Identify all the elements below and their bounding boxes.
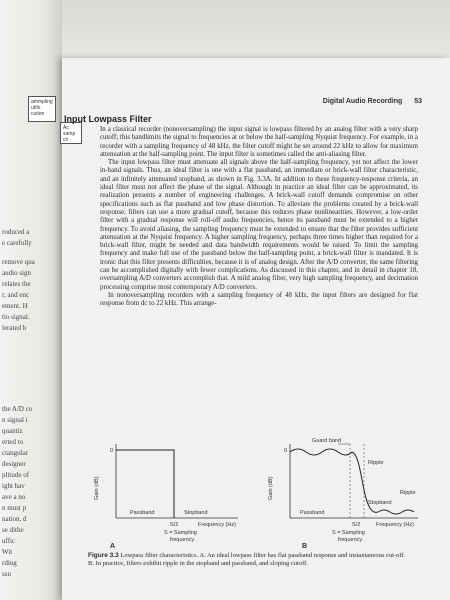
left-page-fragment: se dithe [2, 526, 24, 534]
paragraph: In a classical recorder (nonoversampling) the input signal is lowpass filtered by an analog filter with a very sharp cutoff; this bandlimits the signal to frequencies at or below the half-sampling Nyquist frequency. For example, in a recorder with a sampling frequency of 48 kHz, the filter cutoff might be set around 22 kHz to allow for maximum attenuation at the half-sampling point. The input filter is sometimes called the anti-aliasing filter. [100, 126, 418, 158]
left-page-fragment: ctangular [2, 449, 29, 457]
left-page-fragment: uffic [2, 537, 16, 545]
figure-b [268, 438, 418, 550]
margin-box-2 [60, 122, 82, 144]
left-page-fragment: n signal i [2, 416, 28, 424]
margin-box-line: Ac [63, 125, 69, 131]
left-page [0, 0, 62, 600]
figure-b-passband-label: Passband [300, 510, 325, 516]
running-head-chapter: Digital Audio Recording [322, 98, 403, 105]
left-page-fragment: ight hav [2, 482, 25, 490]
figure-a-y-label: Gain (dB) [94, 476, 100, 500]
figure-a-passband-label: Passband [130, 510, 155, 516]
left-page-fragment: erted to [2, 438, 24, 446]
figure-a-s2-label: S/2 [170, 522, 179, 528]
left-page-fragment: relates the [2, 280, 31, 288]
figure-a-zero-label: 0 [110, 448, 114, 454]
figure-a-s-def-1: S = Sampling [164, 530, 197, 536]
left-page-fragment: nation, d [2, 515, 27, 523]
left-page-fragment: remove qua [2, 258, 35, 266]
figure-a-letter: A [110, 543, 116, 550]
left-page-fragment: rding [2, 559, 17, 567]
left-page-fragment: ement. H [2, 302, 28, 310]
figure-a [94, 444, 238, 550]
right-page [31, 58, 450, 600]
running-head-page-number: 53 [414, 98, 422, 105]
margin-box-line: samp [63, 131, 76, 137]
left-page-fragment: the A/D co [2, 405, 33, 413]
figure-b-stopband-label: Stopband [368, 500, 392, 506]
left-page-fragment: quantiz [2, 427, 23, 435]
left-page-fragment: ssu [2, 570, 11, 578]
figure-3-3 [88, 430, 428, 550]
left-page-fragment: roduced a [2, 228, 30, 236]
paragraph: The input lowpass filter must attenuate all signals above the half-sampling frequency, yet not affect the lower in-band signals. Thus, an ideal filter is one with a flat passband, an immediate or brick-wall filter characteristic, and an infinitely attenuated stopband, as shown in Fig. 3.3A. In addition to these frequency-response criteria, an ideal filter must not affect the phase of the signal. Although in practice an ideal filter can be approximated, its realization presents a number of engineering challenges. A brick-wall cutoff demands compromise on other specifications such as flat passband and low phase distortion. To alleviate the problems created by a brick-wall response, filters can use a more gradual cutoff, because this reduces phase nonlinearities. However, a low-order filter with a gradual response will roll-off audio frequencies, hence its passband must be extended to a higher frequency. To avoid aliasing, the sampling frequency must be extended to ensure that the filter provides sufficient attenuation at the Nyquist frequency. A higher sampling frequency, perhaps three times higher than required for a brick-wall filter, might be needed and data bandwidth requirements would be raised. To limit the sampling frequency and make full use of the passband below the half-sampling point, a brick-wall filter is mandated. It is ironic that this filter presents difficulties, because it is of analog design. After the A/D converter, the same filtering can be accomplished digitally with fewer complications. As discussed in this chapter, and in detail in chapter 18, oversampling A/D converters accomplish that. A mild analog filter, very high sampling frequency, and decimation processing comprise most contemporary A/D converters. [100, 159, 418, 291]
figure-b-guard-band-label: Guard band [312, 438, 342, 444]
margin-box-1 [28, 96, 56, 122]
figure-caption-label: Figure 3.3 [88, 552, 119, 559]
figure-b-x-label: Frequency (Hz) [376, 522, 414, 528]
figure-b-real-response [290, 449, 414, 514]
figure-b-s-def-1: S = Sampling [332, 530, 365, 536]
figure-b-s2-label: S/2 [352, 522, 361, 528]
left-page-fragment: plitude of [2, 471, 30, 479]
figure-b-ripple-right-label: Ripple [400, 490, 416, 496]
figure-b-zero-label: 0 [284, 448, 288, 454]
margin-box-line: ut/lo [31, 105, 41, 111]
background-shadow [0, 0, 450, 58]
margin-box-line: cir [63, 137, 69, 143]
figure-a-s-def-2: frequency [170, 537, 195, 543]
left-page-fragment: n must p [2, 504, 27, 512]
left-page-fragment: designer [2, 460, 26, 468]
figure-b-letter: B [302, 543, 308, 550]
left-page-fragment: r, and enc [2, 291, 30, 299]
body-text [100, 126, 418, 309]
left-page-fragment: tio signal. [2, 313, 30, 321]
figure-a-stopband-label: Stopband [184, 510, 208, 516]
running-head [313, 98, 422, 105]
figure-caption [88, 552, 408, 568]
figure-b-s-def-2: frequency [338, 537, 363, 543]
figure-caption-text: Lowpass filter characteristics. A. An ideal lowpass filter has flat passband response and instantaneous cut-off. B. In practice, filters exhibit ripple in the stopband and passband, and sloping cutoff. [88, 552, 406, 567]
figure-a-ideal-response [116, 450, 174, 518]
left-page-fragment: audio sign [2, 269, 31, 277]
margin-box-line: cution [31, 111, 45, 117]
left-page-fragment: ave a no [2, 493, 26, 501]
figure-a-x-label: Frequency (Hz) [198, 522, 236, 528]
figure-b-ripple-top-label: Ripple [368, 460, 384, 466]
left-page-fragment: e carefully [2, 239, 32, 247]
left-page-fragment: lerated b [2, 324, 27, 332]
figure-b-y-label: Gain (dB) [268, 476, 274, 500]
margin-box-line: ammpling [31, 99, 53, 105]
left-page-fragment: Wit [2, 548, 13, 556]
section-title: Input Lowpass Filter [64, 114, 152, 124]
paragraph: In nonoversampling recorders with a sampling frequency of 48 kHz, the input filters are designed for flat response from dc to 22 kHz. This arrange- [100, 291, 418, 308]
